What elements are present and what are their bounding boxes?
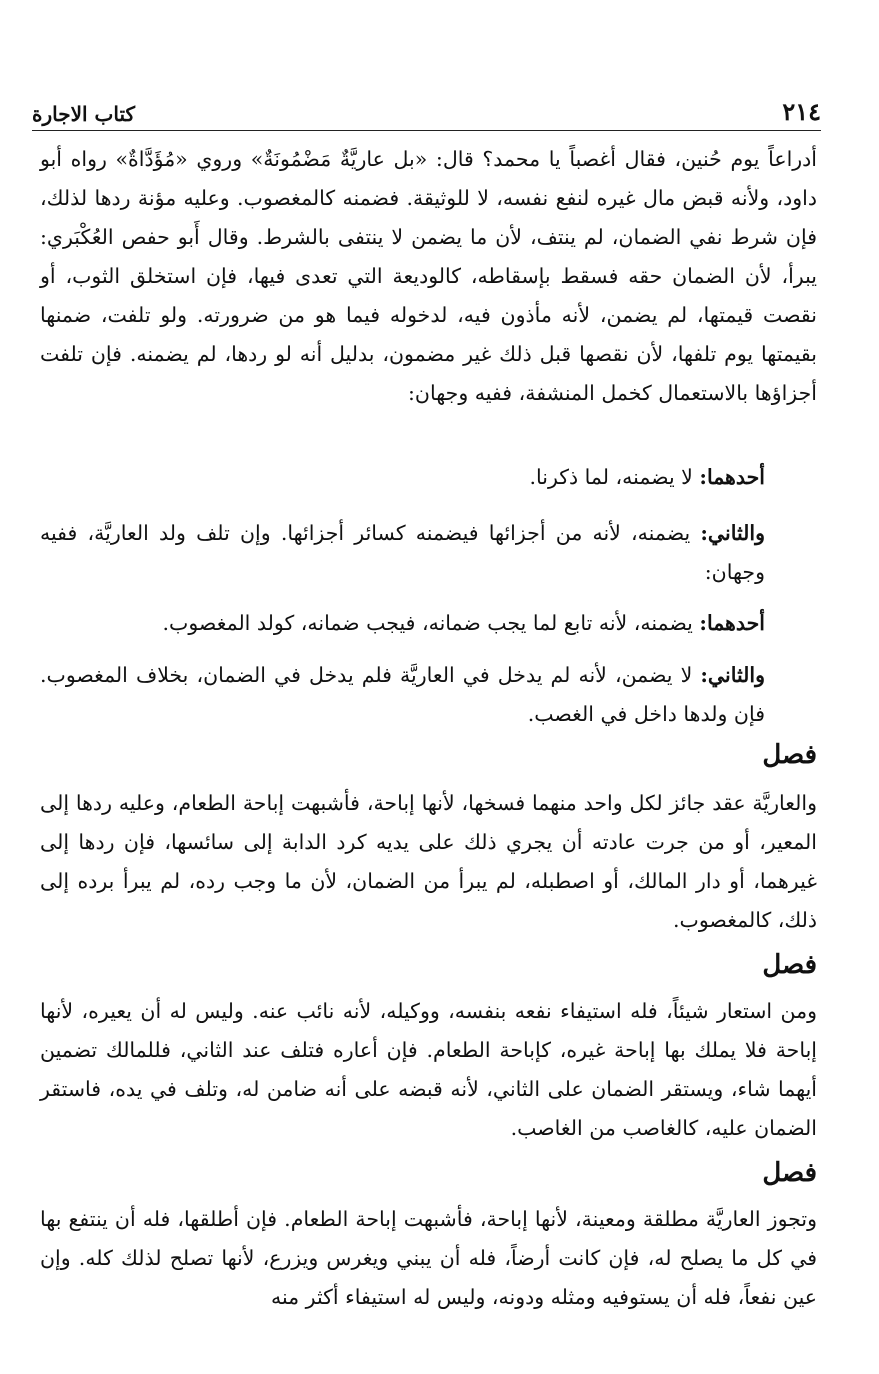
page-number: ٢١٤ bbox=[782, 97, 821, 126]
item-text: لا يضمنه، لما ذكرنا. bbox=[529, 465, 700, 489]
item-3 bbox=[40, 604, 817, 643]
item-label: أحدهما: bbox=[699, 465, 765, 489]
item-4 bbox=[40, 656, 817, 734]
running-title: كتاب الاجارة bbox=[32, 102, 135, 126]
intro-paragraph: أدراعاً يوم حُنين، فقال أغصباً يا محمد؟ قال: «بل عاريَّةٌ مَضْمُونَةٌ» وروي «مُؤَدَّاةٌ» رواه أبو داود، ولأنه قبض مال غيره لنفع نفسه، لا للوثيقة. فضمنه كالمغصوب. وعليه مؤنة ردها لذلك، فإن شرط نفي الضمان، لم ينتف، لأن ما يضمن لا ينتفى بالشرط. وقال أَبو حفص العُكْبَري: يبرأ، لأن الضمان حقه فسقط بإسقاطه، كالوديعة التي تعدى فيها، فإن استخلق الثوب، أو نقصت قيمتها، لم يضمن، لأنه مأذون فيه، لدخوله فيما هو من ضرورته. ولو تلفت، ضمنها بقيمتها يوم تلفها، لأن نقصها قبل ذلك غير مضمون، بدليل أنه لو ردها، لم يضمنه. فإن تلفت أجزاؤها بالاستعمال كخمل المنشفة، ففيه وجهان: bbox=[40, 147, 817, 405]
section-heading: فصل bbox=[762, 740, 817, 770]
item-1 bbox=[40, 458, 817, 497]
item-text: لا يضمن، لأنه لم يدخل في العاريَّة فلم يدخل في الضمان، بخلاف المغصوب. فإن ولدها داخل في الغصب. bbox=[40, 663, 765, 726]
item-text: يضمنه، لأنه تابع لما يجب ضمانه، فيجب ضمانه، كولد المغصوب. bbox=[162, 611, 700, 635]
section-body: ومن استعار شيئاً، فله استيفاء نفعه بنفسه، ووكيله، لأنه نائب عنه. وليس له أن يعيره، لأنها إباحة فلا يملك بها إباحة غيره، كإباحة الطعام. فإن أعاره فتلف عند الثاني، فللمالك تضمين أيهما شاء، ويستقر الضمان على الثاني، لأنه قبضه على أنه ضامن له، وتلف في يده، فاستقر الضمان عليه، كالغاصب من الغاصب. bbox=[40, 999, 817, 1140]
section-heading: فصل bbox=[762, 1158, 817, 1188]
page-header bbox=[32, 86, 821, 131]
section-body: والعاريَّة عقد جائز لكل واحد منهما فسخها، لأنها إباحة، فأشبهت إباحة الطعام، وعليه ردها إلى المعير، أو من جرت عادته أن يجري ذلك على يديه كرد الدابة إلى سائسها، فإن ردها إلى غيرهما، أو دار المالك، أو اصطبله، لم يبرأ من الضمان، لأن ما وجب رده، لم يبرأ برده إلى ذلك، كالمغصوب. bbox=[40, 791, 817, 932]
item-label: والثاني: bbox=[700, 663, 765, 687]
item-label: والثاني: bbox=[700, 521, 765, 545]
section-body: وتجوز العاريَّة مطلقة ومعينة، لأنها إباحة، فأشبهت إباحة الطعام. فإن أطلقها، فله أن ينتفع بها في كل ما يصلح له، فإن كانت أرضاً، فله أن يبني ويغرس ويزرع، لأنها تصلح لذلك كله. وإن عين نفعاً، فله أن يستوفيه ومثله ودونه، وليس له استيفاء أكثر منه bbox=[40, 1207, 817, 1309]
item-text: يضمنه، لأنه من أجزائها فيضمنه كسائر أجزائها. وإن تلف ولد العاريَّة، ففيه وجهان: bbox=[40, 521, 765, 584]
item-2 bbox=[40, 514, 817, 592]
section-heading: فصل bbox=[762, 950, 817, 980]
item-label: أحدهما: bbox=[699, 611, 765, 635]
